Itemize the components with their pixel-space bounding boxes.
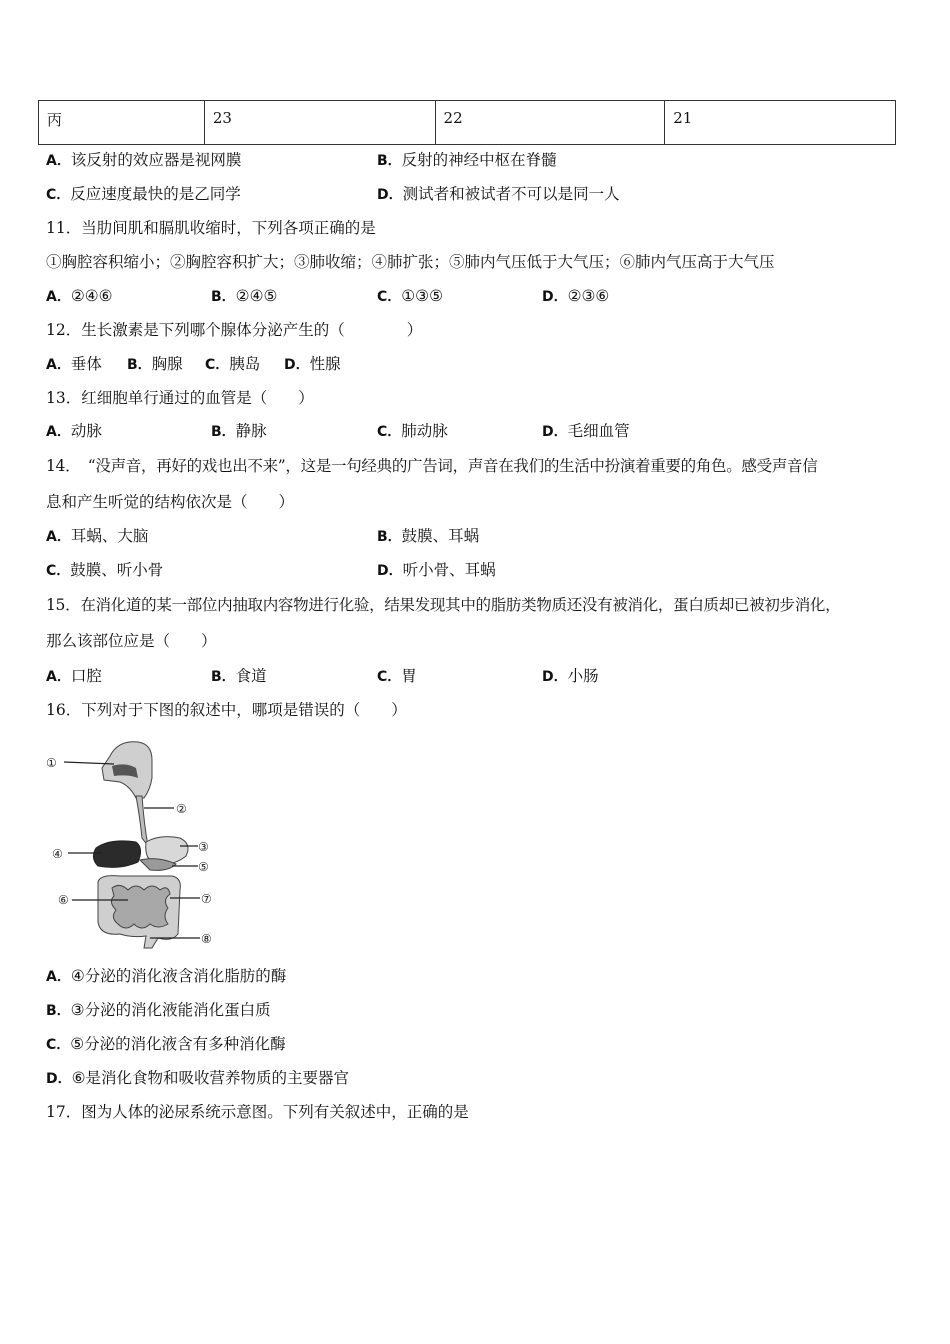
q15-stem-line2: 那么该部位应是（ ） — [46, 632, 217, 650]
label-7: ⑦ — [201, 892, 212, 906]
q16-option-b: B．③分泌的消化液能消化蛋白质 — [46, 1001, 271, 1019]
q11-option-a: A．②④⑥ — [46, 287, 113, 305]
q15-option-b: B．食道 — [211, 667, 267, 685]
q16-option-d: D．⑥是消化食物和吸收营养物质的主要器官 — [46, 1069, 350, 1087]
q10-option-c: C．反应速度最快的是乙同学 — [46, 185, 241, 203]
q15-stem-line1: 15．在消化道的某一部位内抽取内容物进行化验，结果发现其中的脂肪类物质还没有被消化，蛋白质却已被初步消化， — [46, 596, 841, 614]
q14-stem-line1: 14． “没声音，再好的戏也出不来”，这是一句经典的广告词，声音在我们的生活中扮演着重要的角色。感受声音信 — [46, 457, 818, 475]
q14-option-c: C．鼓膜、听小骨 — [46, 561, 164, 579]
small-intestine-shape — [111, 885, 170, 928]
q15-option-c: C．胃 — [377, 667, 417, 685]
q11-option-c: C．①③⑤ — [377, 287, 443, 305]
table-cell: 21 — [665, 101, 896, 145]
q11-stem: 11．当肋间肌和膈肌收缩时，下列各项正确的是 — [46, 219, 376, 237]
q12-option-b: B．胸腺 — [127, 355, 183, 373]
q11-items: ①胸腔容积缩小；②胸腔容积扩大；③肺收缩；④肺扩张；⑤肺内气压低于大气压；⑥肺内气压高于大气压 — [46, 253, 775, 271]
q13-stem: 13．红细胞单行通过的血管是（ ） — [46, 389, 314, 407]
table-cell: 22 — [435, 101, 665, 145]
q11-option-b: B．②④⑤ — [211, 287, 278, 305]
q16-stem: 16．下列对于下图的叙述中，哪项是错误的（ ） — [46, 701, 407, 719]
label-4: ④ — [52, 847, 63, 861]
label-3: ③ — [198, 840, 209, 854]
label-8: ⑧ — [201, 932, 212, 946]
label-6: ⑥ — [58, 893, 69, 907]
label-5: ⑤ — [198, 860, 209, 874]
q14-stem-line2: 息和产生听觉的结构依次是（ ） — [46, 493, 295, 511]
liver-shape — [93, 841, 140, 867]
q14-option-d: D．听小骨、耳蜗 — [377, 561, 496, 579]
result-table — [38, 100, 896, 145]
q13-option-b: B．静脉 — [211, 422, 267, 440]
q14-option-a: A．耳蜗、大脑 — [46, 527, 149, 545]
q15-option-a: A．口腔 — [46, 667, 102, 685]
q12-stem: 12．生长激素是下列哪个腺体分泌产生的（ ） — [46, 321, 423, 339]
q13-option-c: C．肺动脉 — [377, 422, 448, 440]
q15-option-d: D．小肠 — [542, 667, 599, 685]
q10-option-a: A．该反射的效应器是视网膜 — [46, 151, 242, 169]
table-cell: 丙 — [39, 101, 205, 145]
q12-option-c: C．胰岛 — [205, 355, 261, 373]
q12-option-d: D．性腺 — [284, 355, 341, 373]
q13-option-d: D．毛细血管 — [542, 422, 630, 440]
q14-option-b: B．鼓膜、耳蜗 — [377, 527, 480, 545]
q16-option-a: A．④分泌的消化液含消化脂肪的酶 — [46, 967, 287, 985]
label-1: ① — [46, 756, 57, 770]
table-cell: 23 — [204, 101, 435, 145]
table-row — [39, 101, 896, 145]
q12-option-a: A．垂体 — [46, 355, 102, 373]
digestive-system-diagram — [40, 738, 230, 953]
q13-option-a: A．动脉 — [46, 422, 102, 440]
q16-option-c: C．⑤分泌的消化液含有多种消化酶 — [46, 1035, 286, 1053]
q10-option-d: D．测试者和被试者不可以是同一人 — [377, 185, 620, 203]
q11-option-d: D．②③⑥ — [542, 287, 610, 305]
label-2: ② — [176, 802, 187, 816]
q17-stem: 17．图为人体的泌尿系统示意图。下列有关叙述中，正确的是 — [46, 1103, 469, 1121]
esophagus-shape — [136, 796, 148, 846]
q10-option-b: B．反射的神经中枢在脊髓 — [377, 151, 557, 169]
